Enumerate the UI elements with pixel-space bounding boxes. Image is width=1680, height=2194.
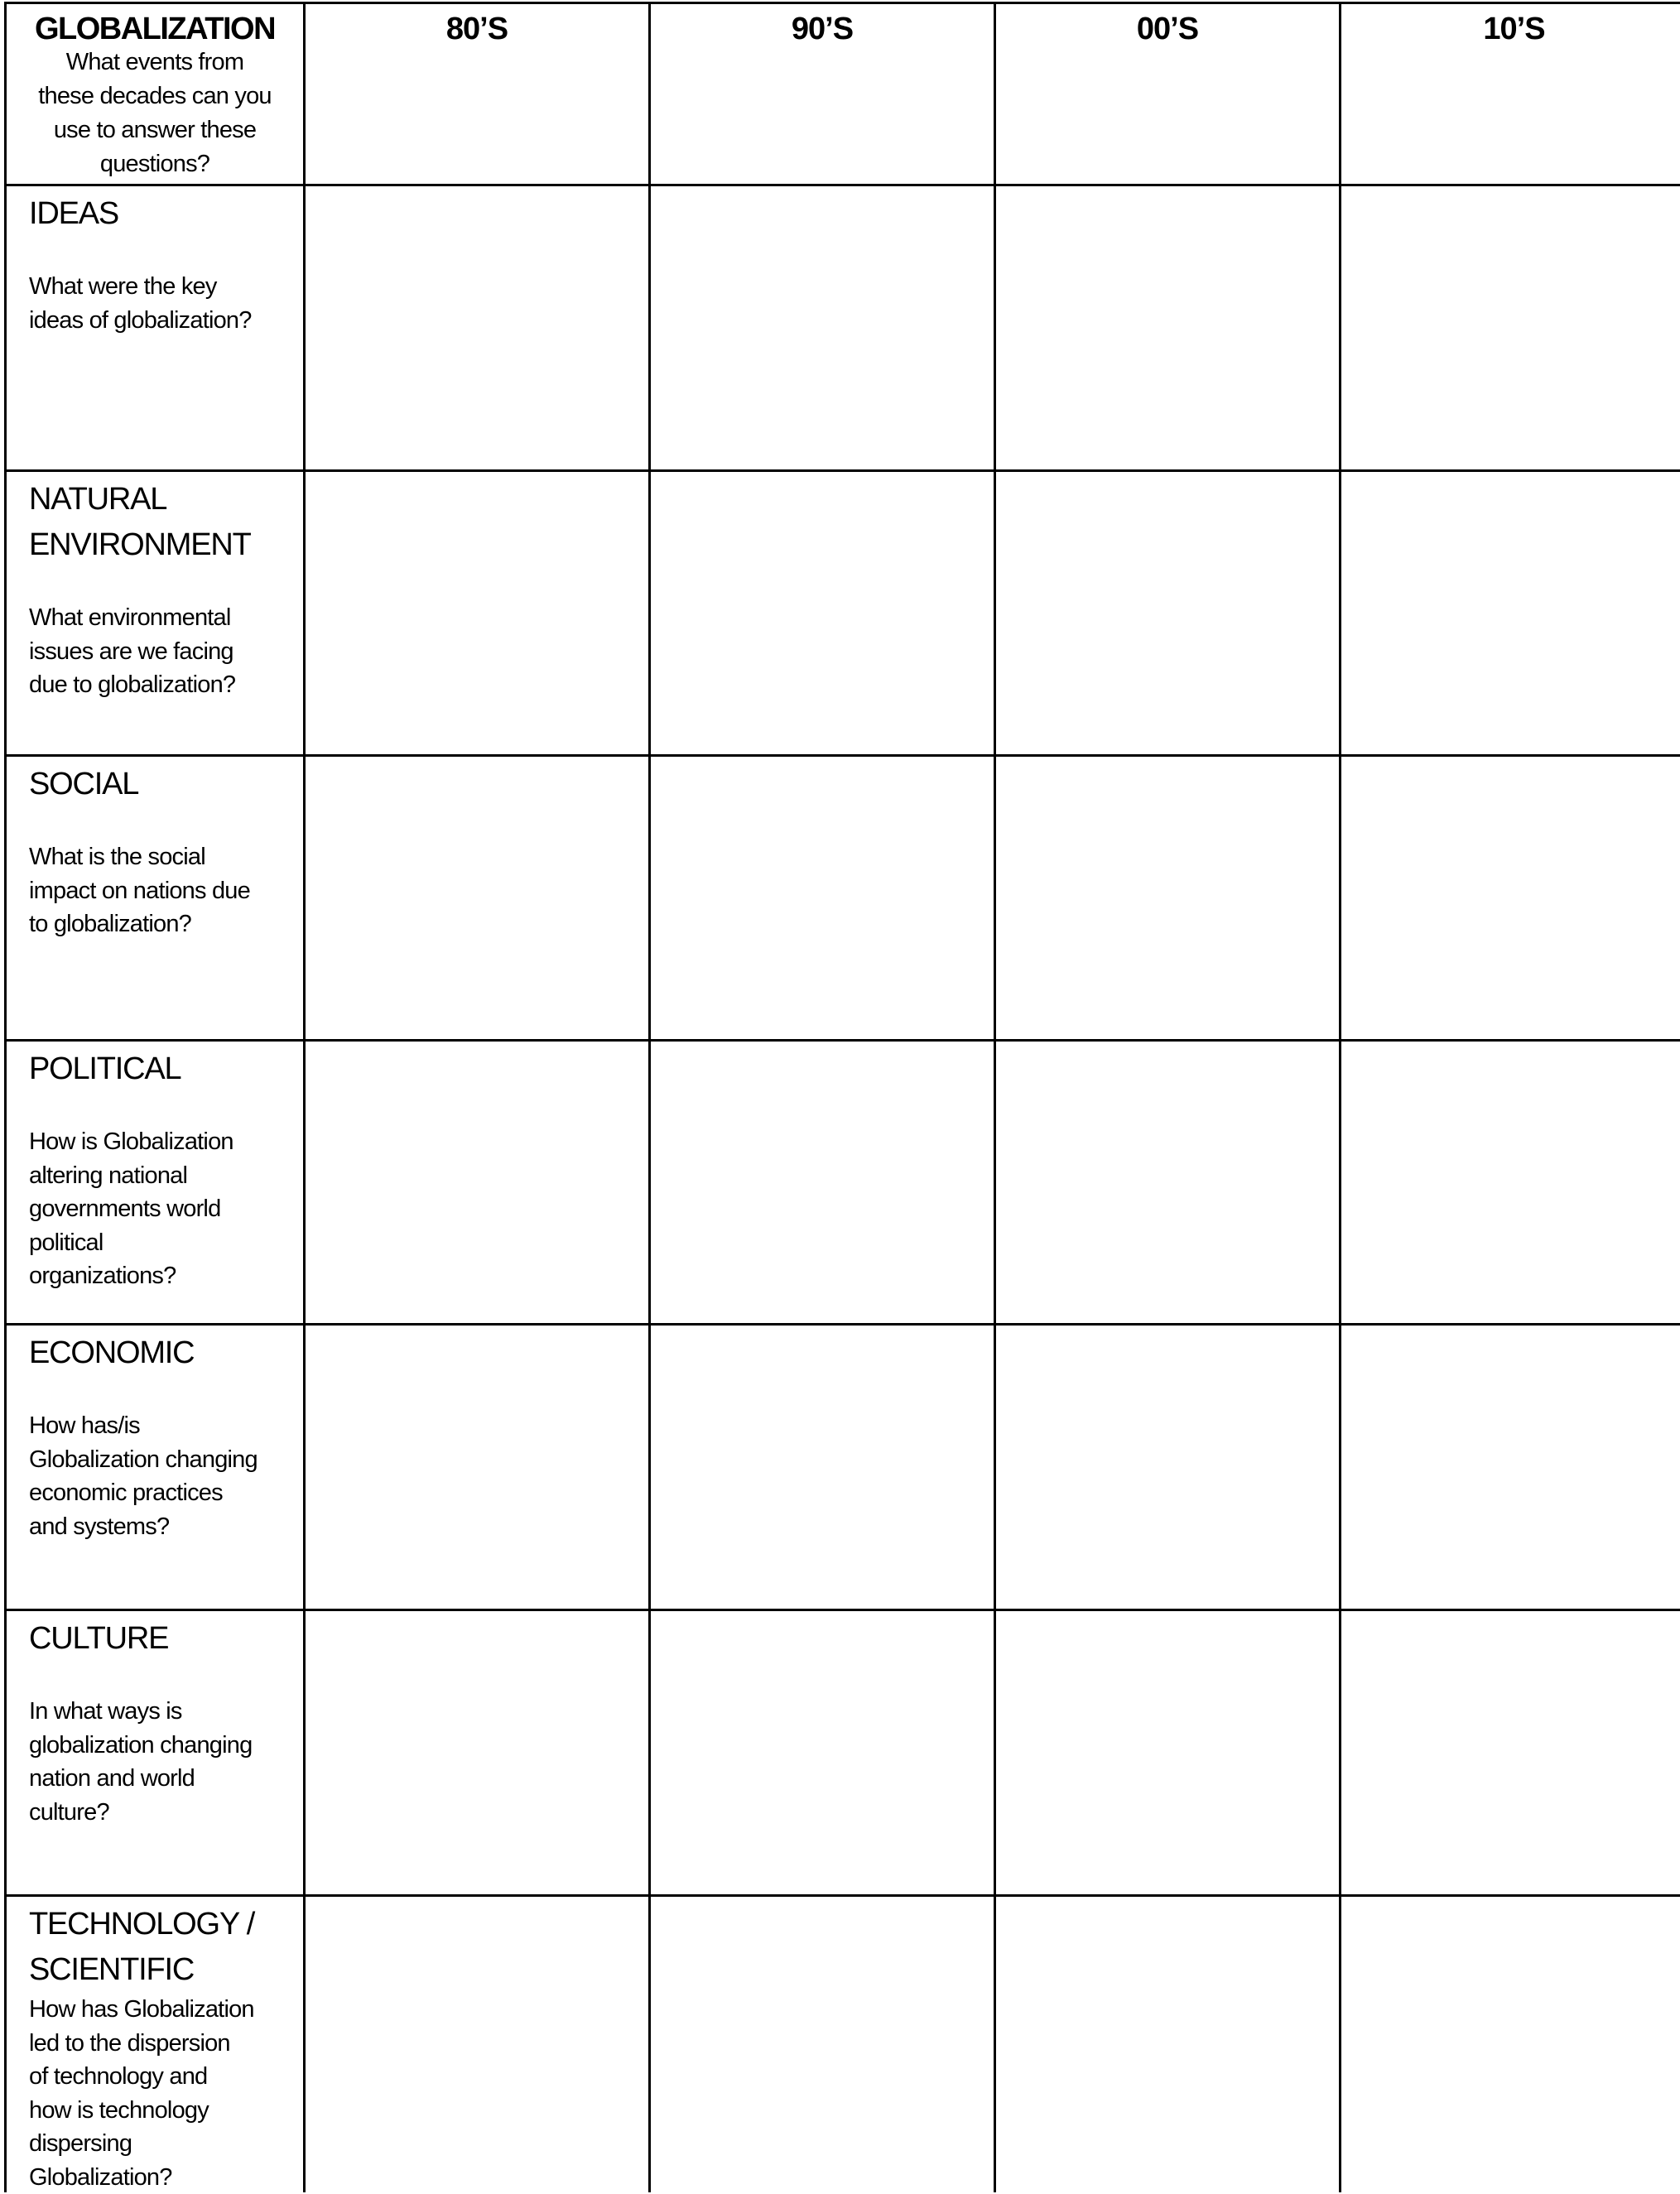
category-question-line: to globalization? xyxy=(29,907,303,941)
category-title: TECHNOLOGY / xyxy=(29,1902,303,1947)
category-question-line: of technology and xyxy=(29,2060,303,2094)
answer-cell[interactable] xyxy=(1339,1323,1680,1609)
category-question-line: political xyxy=(29,1226,303,1260)
answer-cell[interactable] xyxy=(994,469,1339,754)
answer-cell[interactable] xyxy=(648,184,994,469)
category-cell xyxy=(4,1609,303,1894)
header-question-line: questions? xyxy=(7,147,303,181)
decade-header-10s xyxy=(1339,2,1680,184)
category-question-line: organizations? xyxy=(29,1259,303,1293)
answer-cell[interactable] xyxy=(1339,1894,1680,2192)
category-question-line: impact on nations due xyxy=(29,874,303,908)
answer-cell[interactable] xyxy=(303,469,648,754)
header-question xyxy=(7,46,303,181)
category-question-line: How has/is xyxy=(29,1409,303,1443)
category-question xyxy=(29,1409,303,1543)
answer-cell[interactable] xyxy=(303,184,648,469)
category-question xyxy=(29,840,303,941)
category-cell xyxy=(4,469,303,754)
answer-cell[interactable] xyxy=(1339,469,1680,754)
answer-cell[interactable] xyxy=(994,754,1339,1039)
category-question xyxy=(29,601,303,702)
category-content xyxy=(7,1326,303,1543)
answer-cell[interactable] xyxy=(648,754,994,1039)
category-content xyxy=(7,1611,303,1829)
answer-cell[interactable] xyxy=(1339,184,1680,469)
answer-cell[interactable] xyxy=(303,1323,648,1609)
answer-cell[interactable] xyxy=(303,1609,648,1894)
category-question-line: How is Globalization xyxy=(29,1125,303,1159)
category-question-line: What environmental xyxy=(29,601,303,635)
category-question-line: Globalization? xyxy=(29,2161,303,2194)
answer-cell[interactable] xyxy=(994,1039,1339,1323)
answer-cell[interactable] xyxy=(303,754,648,1039)
answer-cell[interactable] xyxy=(1339,1609,1680,1894)
category-title: ENVIRONMENT xyxy=(29,522,303,568)
category-question xyxy=(29,1125,303,1293)
answer-cell[interactable] xyxy=(994,184,1339,469)
category-question xyxy=(29,1695,303,1829)
table-title: GLOBALIZATION xyxy=(7,4,303,46)
decade-header-00s xyxy=(994,2,1339,184)
category-title: NATURAL xyxy=(29,477,303,522)
category-question-line: altering national xyxy=(29,1159,303,1193)
decade-label: 90’S xyxy=(651,4,994,46)
category-content xyxy=(7,472,303,702)
category-question-line: culture? xyxy=(29,1796,303,1830)
category-question-line: how is technology xyxy=(29,2094,303,2128)
globalization-worksheet-table xyxy=(4,2,1680,2192)
header-question-line: What events from xyxy=(7,46,303,79)
category-title: SOCIAL xyxy=(29,762,303,807)
header-cell xyxy=(4,2,303,184)
category-question-line: governments world xyxy=(29,1192,303,1226)
answer-cell[interactable] xyxy=(1339,1039,1680,1323)
category-question-line: How has Globalization xyxy=(29,1993,303,2027)
answer-cell[interactable] xyxy=(303,1894,648,2192)
category-title: ECONOMIC xyxy=(29,1330,303,1376)
answer-cell[interactable] xyxy=(648,469,994,754)
category-question xyxy=(29,1993,303,2194)
decade-label: 00’S xyxy=(996,4,1339,46)
category-title: POLITICAL xyxy=(29,1046,303,1092)
answer-cell[interactable] xyxy=(994,1609,1339,1894)
category-title: SCIENTIFIC xyxy=(29,1947,303,1993)
decade-label: 10’S xyxy=(1341,4,1680,46)
category-question-line: nation and world xyxy=(29,1762,303,1796)
category-question-line: led to the dispersion xyxy=(29,2027,303,2061)
answer-cell[interactable] xyxy=(648,1609,994,1894)
category-question-line: What were the key xyxy=(29,270,303,304)
category-question-line: What is the social xyxy=(29,840,303,874)
decade-header-90s xyxy=(648,2,994,184)
answer-cell[interactable] xyxy=(648,1323,994,1609)
category-content xyxy=(7,757,303,941)
header-question-line: use to answer these xyxy=(7,113,303,147)
category-cell xyxy=(4,184,303,469)
answer-cell[interactable] xyxy=(994,1323,1339,1609)
category-question-line: In what ways is xyxy=(29,1695,303,1729)
category-question-line: Globalization changing xyxy=(29,1443,303,1477)
category-question xyxy=(29,270,303,337)
category-question-line: issues are we facing xyxy=(29,635,303,669)
category-content xyxy=(7,1897,303,2194)
category-cell xyxy=(4,1323,303,1609)
decade-label: 80’S xyxy=(306,4,648,46)
answer-cell[interactable] xyxy=(648,1039,994,1323)
answer-cell[interactable] xyxy=(648,1894,994,2192)
category-question-line: and systems? xyxy=(29,1510,303,1544)
category-question-line: dispersing xyxy=(29,2127,303,2161)
category-question-line: economic practices xyxy=(29,1476,303,1510)
category-cell xyxy=(4,754,303,1039)
answer-cell[interactable] xyxy=(994,1894,1339,2192)
decade-header-80s xyxy=(303,2,648,184)
answer-cell[interactable] xyxy=(303,1039,648,1323)
category-title: CULTURE xyxy=(29,1616,303,1662)
category-question-line: globalization changing xyxy=(29,1729,303,1763)
header-question-line: these decades can you xyxy=(7,79,303,113)
category-title: IDEAS xyxy=(29,191,303,237)
category-content xyxy=(7,1042,303,1293)
category-question-line: due to globalization? xyxy=(29,668,303,702)
category-question-line: ideas of globalization? xyxy=(29,304,303,338)
category-cell xyxy=(4,1894,303,2192)
category-content xyxy=(7,186,303,337)
category-cell xyxy=(4,1039,303,1323)
answer-cell[interactable] xyxy=(1339,754,1680,1039)
